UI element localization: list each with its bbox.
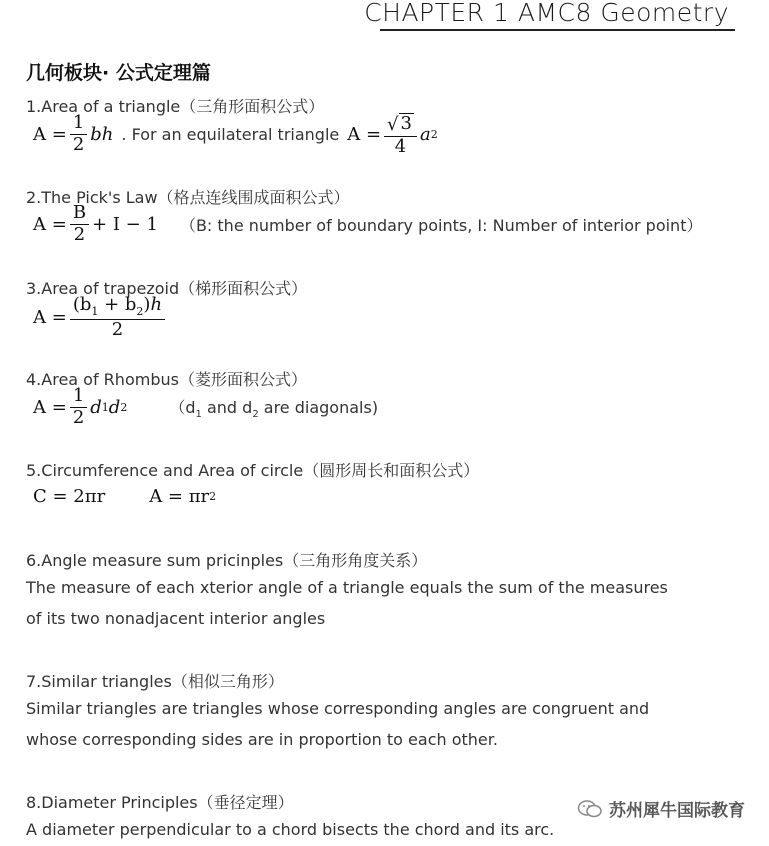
sqrt — [387, 113, 414, 134]
fraction-numerator-sqrt — [384, 113, 417, 137]
note-part: and d — [201, 397, 253, 417]
formula-variable: d — [108, 396, 121, 418]
watermark — [577, 796, 745, 821]
fraction-denominator: 2 — [73, 223, 86, 245]
note-part: （d — [169, 397, 196, 417]
item-8-title: 8.Diameter Principles（垂径定理） — [26, 793, 294, 812]
item-6-text: The measure of each xterior angle of a triangle equals the sum of the measures of its two nonadjacent interior angles — [26, 578, 668, 628]
subscript: 1 — [91, 305, 99, 318]
formula-tail: + I − 1 — [92, 213, 158, 235]
numerator-part: + b — [98, 294, 137, 315]
subscript: 2 — [252, 408, 259, 420]
fraction-denominator: 2 — [72, 406, 85, 428]
section-title: 几何板块· 公式定理篇 — [26, 62, 211, 84]
subscript: 1 — [195, 408, 202, 420]
fraction — [70, 296, 165, 339]
formula-lhs: A = — [33, 396, 67, 418]
formula-note — [169, 395, 378, 420]
formula-variable: d — [90, 396, 102, 418]
fraction-denominator: 2 — [111, 318, 124, 340]
exponent: 2 — [209, 490, 217, 503]
item-2-title: 2.The Pick's Law（格点连线围成面积公式） — [26, 188, 350, 207]
formula-note: （B: the number of boundary points, I: Number of interior point） — [179, 215, 703, 235]
subscript: 1 — [101, 400, 109, 414]
radical-icon: √ — [387, 113, 399, 135]
chapter-title: CHAPTER 1 AMC8 Geometry — [364, 0, 729, 27]
area-formula: A = πr — [149, 486, 210, 507]
wechat-icon — [577, 799, 603, 819]
formula-variable: bh — [90, 124, 114, 146]
item-7-title: 7.Similar triangles（相似三角形） — [26, 672, 284, 691]
fraction-numerator: B — [70, 204, 89, 225]
fraction-numerator: 1 — [70, 114, 87, 135]
formula-lhs-2: A = — [347, 124, 382, 146]
exponent: 2 — [430, 128, 438, 142]
radicand: 3 — [400, 113, 412, 134]
item-1-formula — [33, 113, 438, 157]
item-5-formula — [33, 486, 216, 507]
fraction — [70, 387, 87, 428]
circumference-formula: C = 2πr — [33, 486, 106, 507]
fraction — [70, 114, 87, 155]
fraction-numerator — [70, 296, 165, 320]
numerator-part: ) — [143, 294, 151, 315]
subscript: 2 — [136, 305, 144, 318]
item-3-formula — [33, 296, 168, 339]
formula-variable: a — [419, 124, 431, 146]
formula-lhs: A = — [33, 307, 67, 329]
numerator-part: (b — [72, 294, 92, 315]
item-4-title: 4.Area of Rhombus（菱形面积公式） — [26, 370, 307, 389]
item-8-text: A diameter perpendicular to a chord bisects the chord and its arc. — [26, 820, 555, 839]
item-2-formula — [33, 204, 702, 245]
fraction-denominator: 2 — [72, 134, 85, 156]
formula-variable: h — [150, 294, 163, 315]
fraction — [70, 204, 89, 245]
fraction-2 — [384, 113, 417, 157]
fraction-denominator: 4 — [394, 135, 407, 157]
item-3-title: 3.Area of trapezoid（梯形面积公式） — [26, 279, 308, 298]
item-4-formula — [33, 387, 378, 428]
fraction-numerator: 1 — [70, 387, 87, 408]
subscript: 2 — [120, 400, 128, 414]
watermark-text: 苏州犀牛国际教育 — [609, 801, 745, 821]
item-1-title: 1.Area of a triangle（三角形面积公式） — [26, 97, 325, 116]
item-6-title: 6.Angle measure sum pricinples（三角形角度关系） — [26, 551, 428, 570]
formula-lhs: A = — [33, 213, 67, 235]
item-7-text: Similar triangles are triangles whose corresponding angles are congruent and whose corresponding sides are in proportion to each other. — [26, 699, 650, 749]
formula-inline-text: . For an equilateral triangle — [121, 125, 340, 145]
formula-lhs: A = — [33, 124, 67, 146]
item-5-title: 5.Circumference and Area of circle（圆形周长和面积公式） — [26, 461, 480, 480]
note-part: are diagonals) — [258, 397, 379, 417]
header-rule — [380, 29, 735, 31]
